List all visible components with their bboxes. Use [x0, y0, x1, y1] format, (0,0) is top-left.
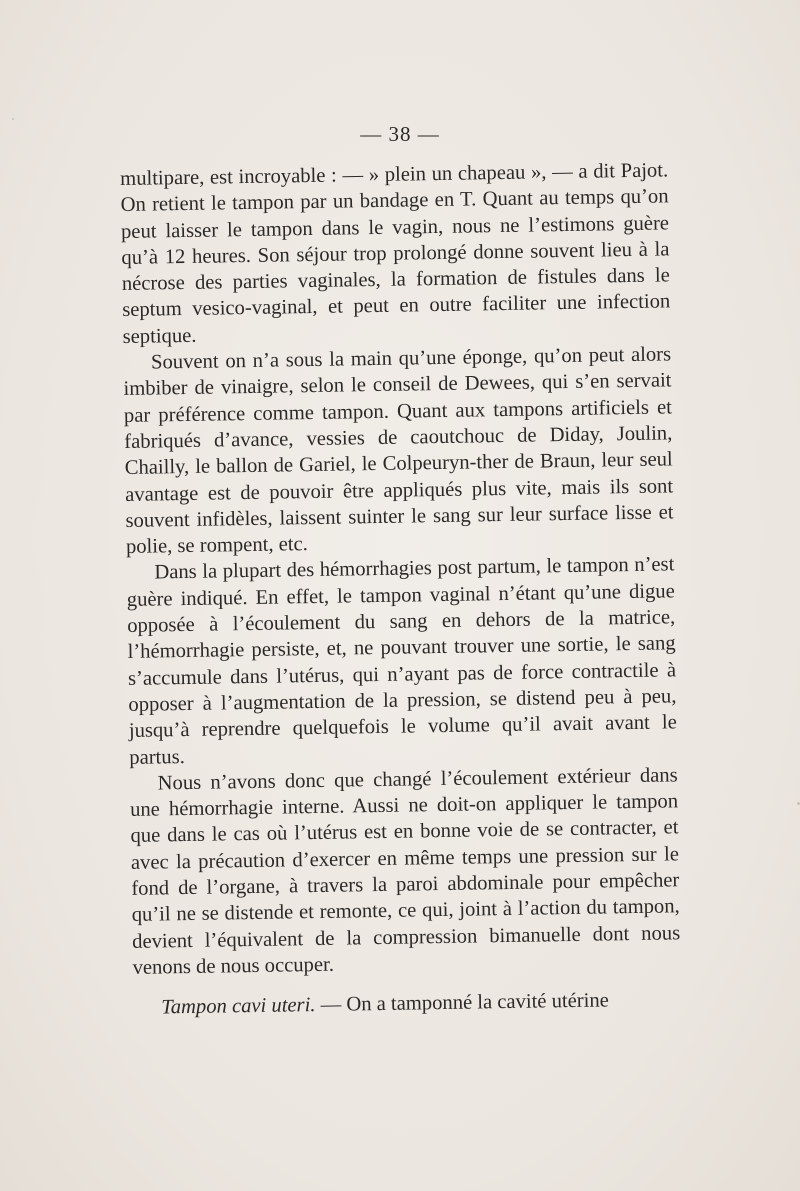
- paragraph-5: [133, 986, 681, 1021]
- paragraph-3: Dans la plupart des hémorrhagies post partum, le tampon n’est guère indiqué. En effet, le tampon vaginal n’étant qu’une digue opposée à l’écoulement du sang en dehors de la matrice, l’hémorrhagie persiste, et, ne pouvant trouver une sortie, le sang s’accumule dans l’utérus, qui n’ayant pas de force contractile à opposer à l’augmentation de la pression, se distend peu à peu, jusqu’à reprendre quelquefois le volume qu’il avait avant le partus.: [126, 553, 677, 769]
- page-number: — 38 —: [360, 122, 440, 146]
- paper-spot: [12, 118, 14, 120]
- section-text: — On a tamponné la cavité utérine: [315, 989, 609, 1017]
- body-text: [120, 157, 682, 1042]
- paragraph-1: multipare, est incroyable : — » plein un chapeau », — a dit Pajot. On retient le tampon par un bandage en T. Quant au temps qu’on peut laisser le tampon dans le vagin, nous ne l’estimons guère qu’à 12 heures. Son séjour trop prolongé donne souvent lieu à la nécrose des parties vaginales, la formation de fistules dans le septum vesico-vaginal, et peut en outre faciliter une infection septique.: [120, 159, 671, 348]
- paragraph-2: Souvent on n’a sous la main qu’une éponge, qu’on peut alors imbiber de vinaigre, selon le conseil de Dewees, qui s’en servait par préférence comme tampon. Quant aux tampons artificiels et fabriqués d’avance, vessies de caoutchouc de Diday, Joulin, Chailly, le ballon de Gariel, le Colpeuryn-ther de Braun, leur seul avantage est de pouvoir être appliqués plus vite, mais ils sont souvent infidèles, laissent suinter le sang sur leur surface lisse et polie, se rompent, etc.: [123, 343, 674, 559]
- paragraph-4: Nous n’avons donc que changé l’écoulement extérieur dans une hémorrhagie interne. Aussi ne doit-on appliquer le tampon que dans le cas où l’utérus est en bonne voie de se contracter, et avec la précaution d’exercer en même temps une pression sur le fond de l’organe, à travers la paroi abdominale pour empêcher qu’il ne se distende et remonte, ce qui, joint à l’action du tampon, devient l’équivalent de la compression bimanuelle dont nous venons de nous occuper.: [129, 764, 681, 979]
- section-title: Tampon cavi uteri.: [161, 994, 316, 1019]
